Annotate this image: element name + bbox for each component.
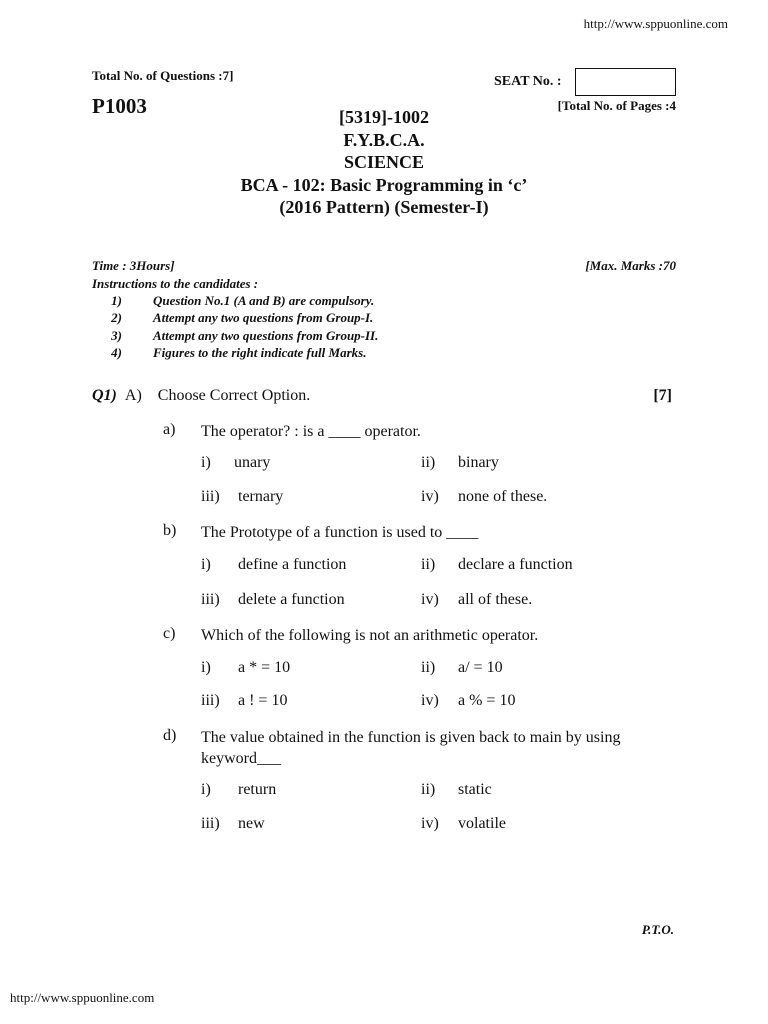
mcq-question-text: The operator? : is a ____ operator. xyxy=(201,423,421,440)
max-marks: [Max. Marks :70 xyxy=(585,258,676,273)
instruction-text: Attempt any two questions from Group-I. xyxy=(153,310,374,325)
option-number: i) xyxy=(201,659,211,676)
option-text: delete a function xyxy=(238,591,345,608)
question-title: Choose Correct Option. xyxy=(157,387,311,404)
instructions-title: Instructions to the candidates : xyxy=(92,276,259,291)
option-text: a * = 10 xyxy=(238,659,291,676)
instruction-text: Attempt any two questions from Group-II. xyxy=(153,328,379,343)
option-text: ternary xyxy=(238,488,284,505)
mcq-question-text: The Prototype of a function is used to ____ xyxy=(201,524,479,541)
option-number: ii) xyxy=(421,454,436,471)
instruction-number: 4) xyxy=(111,345,122,360)
option-text: all of these. xyxy=(458,591,533,608)
option-number: iv) xyxy=(421,815,439,832)
mcq-letter: b) xyxy=(163,522,177,539)
option-number: iii) xyxy=(201,815,220,832)
option-text: a/ = 10 xyxy=(458,659,503,676)
instruction-text: Figures to the right indicate full Marks. xyxy=(153,345,367,360)
option-text: none of these. xyxy=(458,488,548,505)
exam-code: [5319]-1002 xyxy=(339,107,429,127)
option-number: iii) xyxy=(201,488,220,505)
option-text: static xyxy=(458,781,492,798)
option-text: unary xyxy=(234,454,271,471)
instruction-text: Question No.1 (A and B) are compulsory. xyxy=(153,293,375,308)
option-number: iii) xyxy=(201,591,220,608)
please-turn-over: P.T.O. xyxy=(641,922,674,937)
option-number: iv) xyxy=(421,591,439,608)
exam-time: Time : 3Hours] xyxy=(92,258,175,273)
option-text: volatile xyxy=(458,815,506,832)
mcq-question-text: The value obtained in the function is given back to main by using keyword___ xyxy=(201,729,621,767)
option-text: new xyxy=(238,815,265,832)
instruction-number: 1) xyxy=(111,293,122,308)
seat-number-label: SEAT No. : xyxy=(494,74,562,89)
mcq-letter: d) xyxy=(163,727,177,744)
mcq-letter: a) xyxy=(163,421,176,438)
exam-title-block xyxy=(0,106,768,219)
option-text: binary xyxy=(458,454,499,471)
mcq-letter: c) xyxy=(163,625,176,642)
option-number: ii) xyxy=(421,659,436,676)
seat-number-box xyxy=(575,68,676,96)
subject-title: BCA - 102: Basic Programming in ‘c’ xyxy=(240,174,528,195)
source-url-top[interactable]: http://www.sppuonline.com xyxy=(583,16,728,31)
option-number: ii) xyxy=(421,781,436,798)
faculty-name: SCIENCE xyxy=(343,152,425,172)
option-number: iv) xyxy=(421,488,439,505)
source-url-bottom[interactable]: http://www.sppuonline.com xyxy=(10,990,155,1005)
option-text: a % = 10 xyxy=(458,692,516,709)
question-part: A) xyxy=(124,387,142,404)
option-number: ii) xyxy=(421,556,436,573)
question-number: Q1) xyxy=(92,387,117,404)
option-number: iv) xyxy=(421,692,439,709)
instruction-item xyxy=(92,328,378,344)
option-text: a ! = 10 xyxy=(238,692,288,709)
mcq-question-text: Which of the following is not an arithmetic operator. xyxy=(201,627,539,644)
total-questions: Total No. of Questions :7] xyxy=(92,68,234,83)
instruction-number: 3) xyxy=(111,328,122,343)
option-number: iii) xyxy=(201,692,220,709)
instruction-number: 2) xyxy=(111,310,122,325)
question-marks: [7] xyxy=(653,387,672,404)
option-text: define a function xyxy=(238,556,347,573)
total-pages: [Total No. of Pages :4 xyxy=(557,98,676,113)
instruction-item xyxy=(92,345,366,361)
question-1-header xyxy=(92,387,310,405)
pattern-semester: (2016 Pattern) (Semester-I) xyxy=(279,197,489,217)
option-text: return xyxy=(238,781,277,798)
instruction-item xyxy=(92,293,374,309)
paper-code: P1003 xyxy=(92,94,147,118)
option-number: i) xyxy=(201,454,211,471)
option-number: i) xyxy=(201,781,211,798)
instruction-item xyxy=(92,310,373,326)
course-name: F.Y.B.C.A. xyxy=(343,129,425,150)
option-number: i) xyxy=(201,556,211,573)
option-text: declare a function xyxy=(458,556,573,573)
